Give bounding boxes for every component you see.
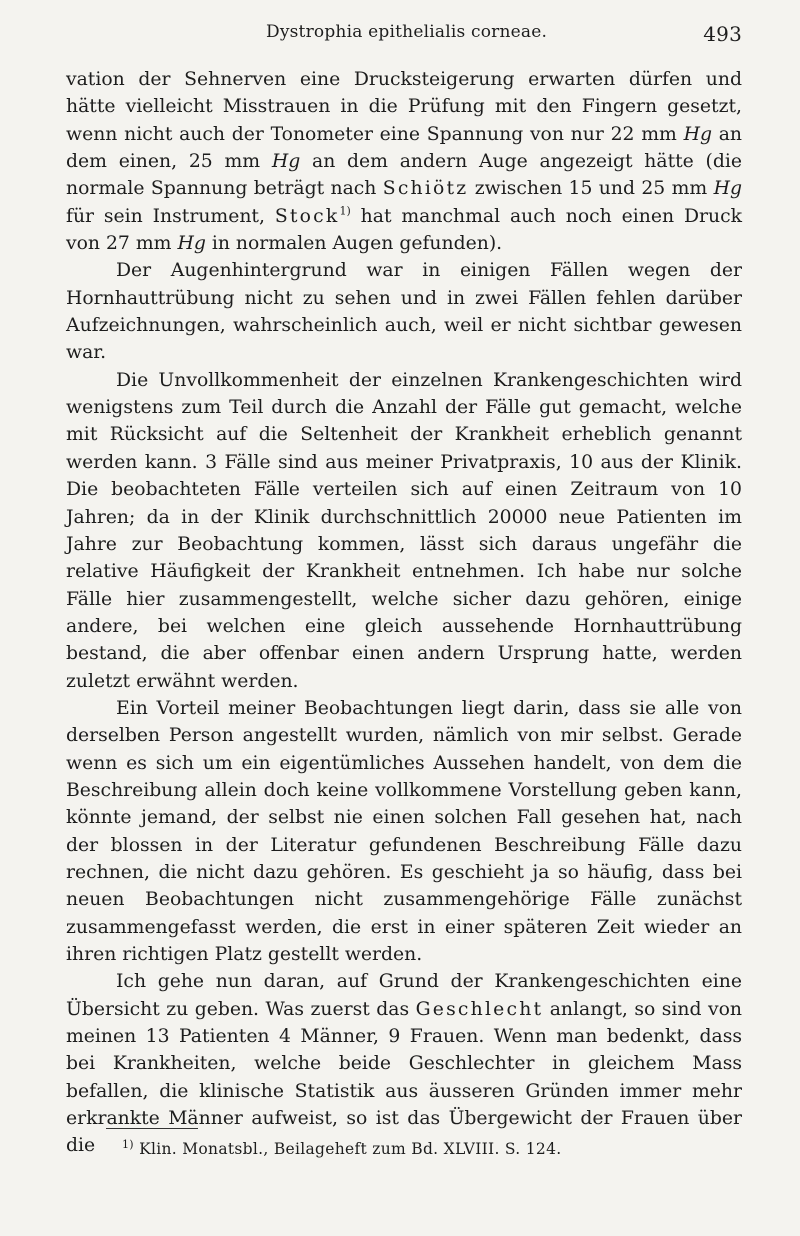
footnote-marker: 1): [122, 1137, 134, 1151]
footnote-separator: [106, 1128, 198, 1129]
text-run: Die Unvollkommenheit der einzelnen Krankengeschichten wird wenigstens zum Teil durch die Anzahl der Fälle gut gemacht, welche mit Rücksicht auf die Seltenheit der Krankheit erheblich genannt werden kann. 3 Fälle sind aus meiner Privatpraxis, 10 aus der Klinik. Die beobachteten Fälle verteilen sich auf einen Zeitraum von 10 Jahren; da in der Klinik durchschnittlich 20000 neue Patienten im Jahre zur Beobachtung kommen, lässt sich daraus ungefähr die relative Häufigkeit der Krankheit entnehmen. Ich habe nur solche Fälle hier zusammengestellt, welche sicher dazu gehören, einige andere, bei welchen eine gleich aussehende Hornhauttrübung bestand, die aber offenbar einen andern Ursprung hatte, werden zuletzt erwähnt werden.: [66, 369, 742, 692]
spaced-name: Stock: [274, 205, 340, 227]
italic-unit: Hg: [683, 123, 712, 145]
text-run: Ich gehe nun daran, auf Grund der Krankengeschichten eine Übersicht zu geben. Was zuerst das: [66, 971, 742, 1020]
spaced-name: Schiötz: [382, 178, 469, 200]
footnote-text: Klin. Monatsbl., Beilageheft zum Bd. XLVIII. S. 124.: [133, 1140, 562, 1158]
text-run: an dem andern Auge angezeigt hätte (die normale Spannung beträgt nach: [66, 151, 742, 200]
text-run: hat manchmal auch noch einen Druck von 27 mm: [66, 205, 742, 255]
text-run: Der Augenhintergrund war in einigen Fällen wegen der Hornhauttrübung nicht zu sehen und in zwei Fällen fehlen darüber Aufzeichnungen, wahrscheinlich auch, weil er nicht sichtbar gewesen war.: [66, 260, 742, 364]
text-run: vation der Sehnerven eine Drucksteigerung erwarten dürfen und hätte vielleicht Misstrauen in die Prüfung mit den Fingern gesetzt, wenn nicht auch der Tonometer eine Spannung von nur 22 mm: [66, 69, 742, 145]
body-text: [66, 66, 742, 1160]
footnote: [122, 1137, 742, 1158]
paragraph-1: [66, 66, 742, 257]
text-run: anlangt, so sind von meinen 13 Patienten 4 Männer, 9 Frauen. Wenn man bedenkt, dass bei Krankheiten, welche beide Geschlechter in gleichem Mass befallen, die klinische Statistik aus äusseren Gründen immer mehr erkrankte Männer aufweist, so ist das Übergewicht der Frauen über die: [66, 998, 742, 1157]
paragraph-2: [66, 257, 742, 366]
paragraph-5: [66, 968, 742, 1159]
text-run: zwischen 15 und 25 mm: [468, 178, 714, 200]
page-number: 493: [703, 22, 742, 46]
paragraph-4: [66, 695, 742, 968]
footnote-reference: 1): [339, 204, 351, 218]
italic-unit: Hg: [713, 178, 742, 200]
italic-unit: Hg: [177, 233, 206, 255]
running-header: [66, 22, 742, 48]
paragraph-3: [66, 367, 742, 695]
italic-unit: Hg: [271, 151, 301, 173]
spaced-name: Geschlecht: [415, 998, 544, 1020]
running-title: Dystrophia epithelialis corneae.: [266, 22, 548, 42]
text-run: in normalen Augen gefunden).: [205, 233, 503, 255]
text-run: an dem einen, 25 mm: [66, 123, 742, 173]
text-run: für sein Instrument,: [66, 205, 275, 227]
text-run: Ein Vorteil meiner Beobachtungen liegt darin, dass sie alle von derselben Person angestellt wurden, nämlich von mir selbst. Gerade wenn es sich um ein eigentümliches Aussehen handelt, von dem die Beschreibung allein doch keine vollkommene Vorstellung geben kann, könnte jemand, der selbst nie einen solchen Fall gesehen hat, nach der blossen in der Literatur gefundenen Beschreibung Fälle dazu rechnen, die nicht dazu gehören. Es geschieht ja so häufig, dass bei neuen Beobachtungen nicht zusammengehörige Fälle zunächst zusammengefasst werden, die erst in einer späteren Zeit wieder an ihren richtigen Platz gestellt werden.: [66, 697, 742, 965]
